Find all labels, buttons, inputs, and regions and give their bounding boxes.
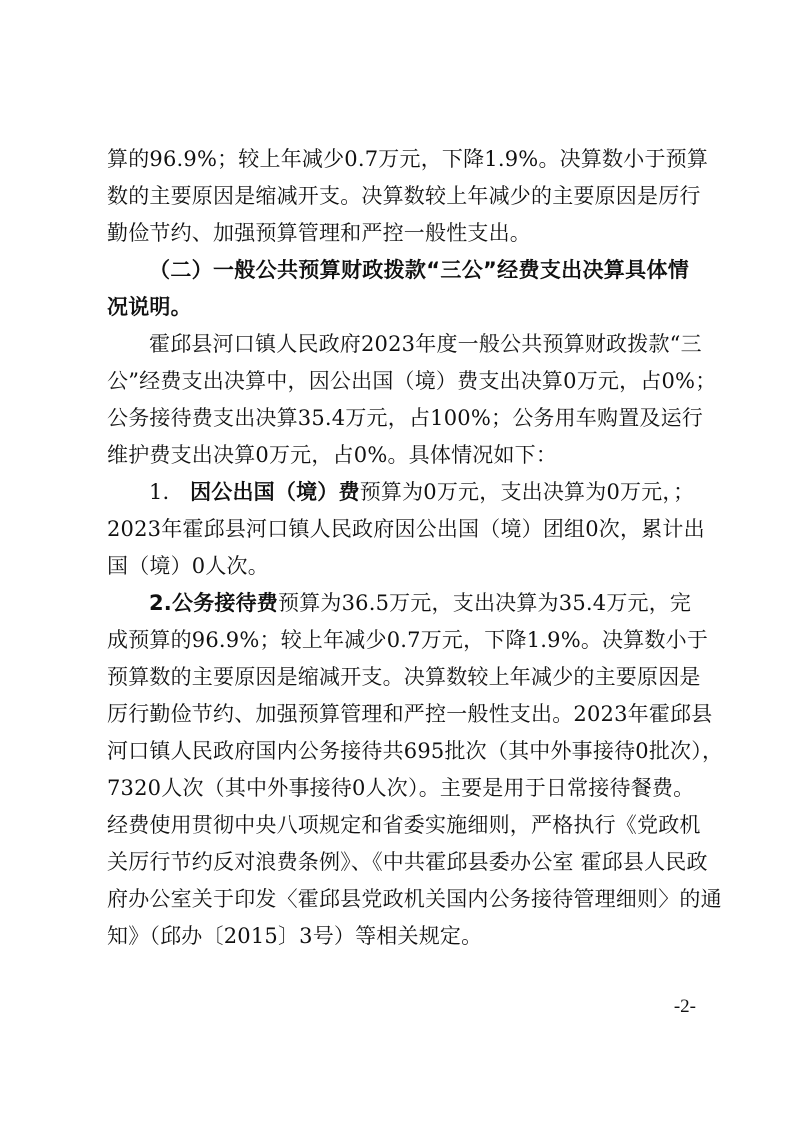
paragraph-three-public-overview (107, 326, 717, 474)
item-official-reception (107, 585, 724, 955)
item-label: 公务接待费 (172, 591, 278, 615)
text-line: 公务接待费支出决算35.4万元，占100%；公务用车购置及运行 (107, 406, 703, 430)
text-line: 成预算的96.9%；较上年减少0.7万元，下降1.9%。决算数小于 (107, 628, 709, 652)
text-line: 算的96.9%；较上年减少0.7万元，下降1.9%。决算数小于预算 (107, 147, 709, 171)
item-text: 预算为36.5万元，支出决算为35.4万元，完 (278, 591, 692, 615)
section-heading (107, 252, 689, 326)
text-line: 关厉行节约反对浪费条例》、《中共霍邱县委办公室 霍邱县人民政 (107, 850, 708, 874)
text-line: 维护费支出决算0万元，占0%。具体情况如下： (107, 443, 558, 467)
item-overseas-travel (107, 474, 705, 585)
text-line: 经费使用贯彻中央八项规定和省委实施细则，严格执行《党政机 (107, 813, 701, 837)
text-line: 7320人次（其中外事接待0人次）。主要是用于日常接待餐费。 (107, 776, 695, 800)
item-first-line (107, 585, 692, 622)
text-line: 霍邱县河口镇人民政府2023年度一般公共预算财政拨款“三 (149, 332, 702, 356)
text-line: 国（境）0人次。 (107, 554, 269, 578)
text-line: 厉行勤俭节约、加强预算管理和严控一般性支出。2023年霍邱县 (107, 702, 713, 726)
item-text: 预算为0万元，支出决算为0万元，； (359, 480, 695, 504)
heading-line: 况说明。 (107, 295, 192, 319)
text-line: 知》（邱办〔2015〕3号）等相关规定。 (107, 924, 483, 948)
text-line: 预算数的主要原因是缩减开支。决算数较上年减少的主要原因是 (107, 665, 701, 689)
heading-line: （二）一般公共预算财政拨款“三公”经费支出决算具体情 (149, 258, 689, 282)
text-line: 数的主要原因是缩减开支。决算数较上年减少的主要原因是厉行 (107, 184, 701, 208)
text-line: 2023年霍邱县河口镇人民政府因公出国（境）团组0次，累计出 (107, 517, 705, 541)
page-number: -2- (673, 996, 696, 1017)
item-label: 因公出国（境）费 (190, 480, 360, 504)
item-number: 1. (149, 480, 170, 504)
text-line: 府办公室关于印发〈霍邱县党政机关国内公务接待管理细则〉的通 (107, 887, 722, 911)
item-number: 2. (149, 591, 172, 615)
item-first-line (107, 474, 695, 511)
text-line: 公”经费支出决算中，因公出国（境）费支出决算0万元，占0%； (107, 369, 717, 393)
text-line: 河口镇人民政府国内公务接待共695批次（其中外事接待0批次）， (107, 739, 724, 763)
document-body (107, 141, 724, 955)
paragraph-budget-summary (107, 141, 709, 252)
text-line: 勤俭节约、加强预算管理和严控一般性支出。 (107, 221, 531, 245)
